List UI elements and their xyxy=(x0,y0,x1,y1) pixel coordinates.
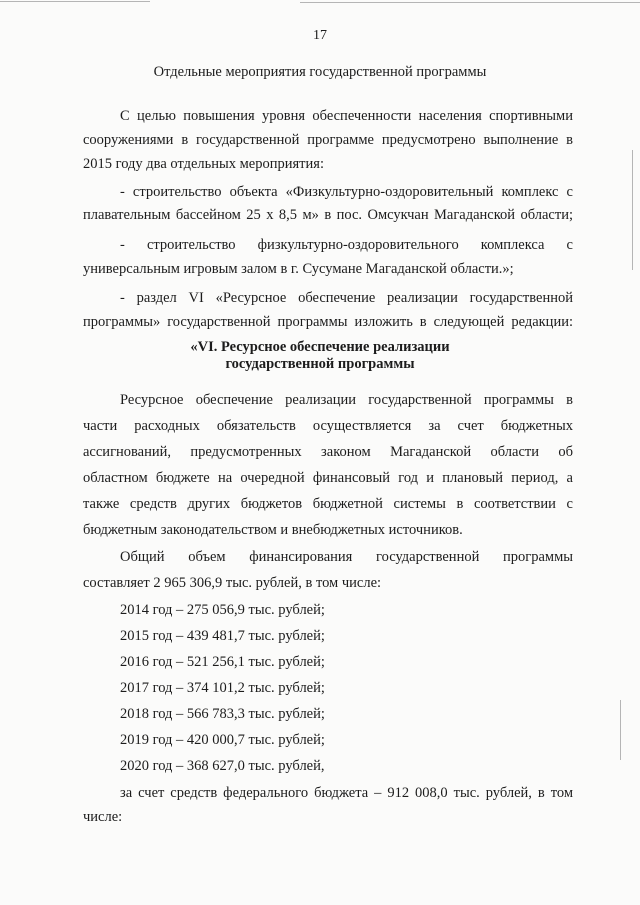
text-line: - строительство объекта «Физкультурно-оздоровительный комплекс с xyxy=(120,184,573,200)
text-line: универсальным игровым залом в г. Сусумане Магаданской области.»; xyxy=(83,261,514,277)
text-line: составляет 2 965 306,9 тыс. рублей, в том числе: xyxy=(83,575,382,591)
text-line: плавательным бассейном 25 х 8,5 м» в пос. Омсукчан Магаданской области; xyxy=(83,207,573,223)
text-line: числе: xyxy=(83,809,123,825)
text-line: - раздел VI «Ресурсное обеспечение реализации государственной xyxy=(120,290,573,306)
funding-year-item: 2014 год – 275 056,9 тыс. рублей; xyxy=(120,602,325,618)
text-line: областном бюджете на очередной финансовый год и плановый период, а xyxy=(83,470,573,486)
text-line: за счет средств федерального бюджета – 912 008,0 тыс. рублей, в том xyxy=(120,785,573,801)
text-line: также средств других бюджетов бюджетной системы в соответствии с xyxy=(83,496,573,512)
text-line: С целью повышения уровня обеспеченности населения спортивными xyxy=(120,108,573,124)
text-line: программы» государственной программы изложить в следующей редакции: xyxy=(83,314,573,330)
section-title: Отдельные мероприятия государственной программы xyxy=(153,64,487,80)
funding-year-item: 2017 год – 374 101,2 тыс. рублей; xyxy=(120,680,325,696)
funding-year-item: 2020 год – 368 627,0 тыс. рублей, xyxy=(120,758,325,774)
text-line: Общий объем финансирования государственной программы xyxy=(120,549,573,565)
text-line: ассигнований, предусмотренных законом Магаданской области об xyxy=(83,444,573,460)
funding-year-item: 2015 год – 439 481,7 тыс. рублей; xyxy=(120,628,325,644)
scan-edge-mark xyxy=(620,700,621,760)
funding-year-item: 2019 год – 420 000,7 тыс. рублей; xyxy=(120,732,325,748)
section-vi-title-line: государственной программы xyxy=(225,356,415,372)
text-line: сооружениями в государственной программе предусмотрено выполнение в xyxy=(83,132,573,148)
scan-edge-mark xyxy=(632,150,633,270)
section-vi-title-line: «VI. Ресурсное обеспечение реализации xyxy=(190,339,450,355)
text-line: бюджетным законодательством и внебюджетных источников. xyxy=(83,522,463,538)
scan-edge-mark xyxy=(300,2,640,3)
page-number: 17 xyxy=(313,28,327,43)
text-line: части расходных обязательств осуществляется за счет бюджетных xyxy=(83,418,573,434)
funding-year-item: 2016 год – 521 256,1 тыс. рублей; xyxy=(120,654,325,670)
text-line: - строительство физкультурно-оздоровительного комплекса с xyxy=(120,237,573,253)
text-line: Ресурсное обеспечение реализации государственной программы в xyxy=(120,392,573,408)
scan-edge-mark xyxy=(0,1,150,2)
text-line: 2015 году два отдельных мероприятия: xyxy=(83,156,324,172)
funding-year-item: 2018 год – 566 783,3 тыс. рублей; xyxy=(120,706,325,722)
